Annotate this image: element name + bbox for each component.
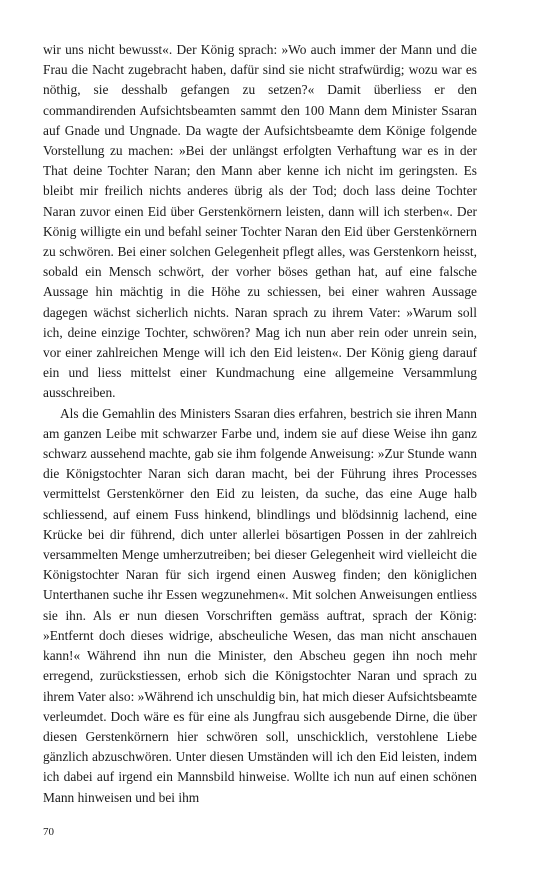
body-text — [43, 40, 477, 808]
page-number: 70 — [43, 826, 54, 838]
paragraph-2: Als die Gemahlin des Ministers Ssaran dies erfahren, bestrich sie ihren Mann am ganzen Leibe mit schwarzer Farbe und, indem sie auf diese Weise ihn ganz schwarz aussehend machte, gab sie ihm folgende Anweisung: »Zur Stunde wann die Königstochter Naran sich daran macht, bei der Führung ihres Processes vermittelst Gerstenkörner den Eid zu leisten, da suche, das eine Auge halb schliessend, auf einem Fuss hinkend, blindlings und blödsinnig lachend, eine Krücke bei dir führend, dich unter allerlei bösartigen Possen in der zahlreich versammelten Menge umherzutreiben; bei dieser Gelegenheit wird vielleicht die Königstochter Naran für sich irgend einen Ausweg finden; den königlichen Unterthanen suche ihr Essen wegzunehmen«. Mit solchen Anweisungen entliess sie ihn. Als er nun diesen Vorschriften gemäss auftrat, sprach der König: »Entfernt doch dieses widrige, abscheuliche Wesen, das man nicht anschauen kann!« Während ihn nun die Minister, den Abscheu gegen ihn noch mehr erregend, zurückstiessen, erhob sich die Königstochter Naran und sprach zu ihrem Vater also: »Während ich unschuldig bin, hat mich dieser Aufsichtsbeamte verleumdet. Doch wäre es für eine als Jungfrau sich ausgebende Dirne, die über diesen Gerstenkörnern hier schwören soll, unschicklich, verstohlene Liebe gänzlich abzuschwören. Unter diesen Umständen will ich den Eid leisten, indem ich dabei auf irgend ein Mannsbild hinweise. Wollte ich nun auf einen schönen Mann hinweisen und bei ihm — [43, 405, 477, 805]
paragraph-1: wir uns nicht bewusst«. Der König sprach: »Wo auch immer der Mann und die Frau die Nacht zugebracht haben, dafür sind sie nicht strafwürdig; wozu war es nöthig, sie desshalb gefangen zu setzen?« Damit überliess er den commandirenden Aufsichtsbeamten sammt den 100 Mann dem Minister Ssaran auf Gnade und Ungnade. Da wagte der Aufsichtsbeamte dem Könige folgende Vorstellung zu machen: »Bei der unlängst erfolgten Verhaftung war es in der That deine Tochter Naran; den Mann aber kenne ich nicht im geringsten. Es bleibt mir freilich nichts anderes übrig als der Tod; doch lass deine Tochter Naran zuvor einen Eid über Gerstenkörnern leisten, dann will ich sterben«. Der König willigte ein und befahl seiner Tochter Naran den Eid über Gerstenkörnern zu schwören. Bei einer solchen Gelegenheit pflegt alles, was Gerstenkorn heisst, sobald ein Mensch schwört, der vorher böses gethan hat, auf eine falsche Aussage hin mächtig in die Höhe zu schiessen, bei einer wahren Aussage dagegen wächst sicherlich nichts. Naran sprach zu ihrem Vater: »Warum soll ich, deine einzige Tochter, schwören? Mag ich nun aber rein oder unrein sein, vor einer zahlreichen Menge will ich den Eid leisten«. Der König gieng darauf ein und liess mittelst einer Kundmachung eine allgemeine Versammlung ausschreiben. — [43, 42, 477, 401]
